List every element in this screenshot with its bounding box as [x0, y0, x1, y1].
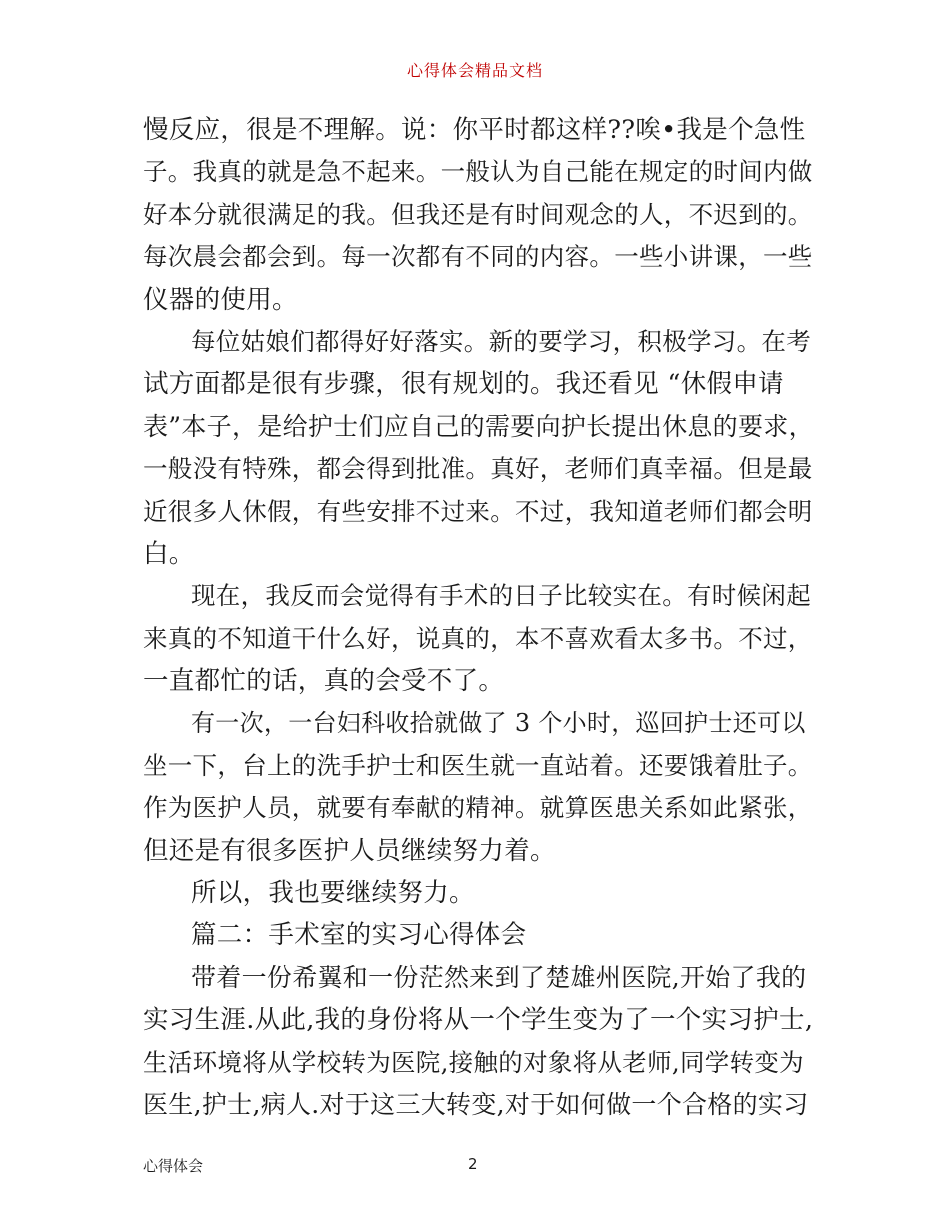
text-line: 带着一份希翼和一份茫然来到了楚雄州医院,开始了我的 — [191, 962, 807, 992]
text-line: 近很多人休假，有些安排不过来。不过，我知道老师们都会明 — [143, 496, 813, 526]
text-line: 现在，我反而会觉得有手术的日子比较实在。有时候闲起 — [191, 581, 811, 611]
text-line: 但还是有很多医护人员继续努力着。 — [143, 835, 556, 866]
text-line: 好本分就很满足的我。但我还是有时间观念的人，不迟到的。 — [143, 199, 813, 229]
section-heading: 篇二：手术室的实习心得体会 — [191, 920, 527, 951]
document-body — [143, 109, 813, 1126]
text-line: 来真的不知道干什么好，说真的，本不喜欢看太多书。不过， — [143, 623, 813, 653]
text-line: 一直都忙的话，真的会受不了。 — [143, 666, 505, 697]
text-line: 作为医护人员，就要有奉献的精神。就算医患关系如此紧张， — [143, 793, 813, 823]
text-line: 医生,护士,病人.对于这三大转变,对于如何做一个合格的实习 — [143, 1089, 809, 1119]
text-line: 每位姑娘们都得好好落实。新的要学习，积极学习。在考 — [191, 326, 811, 356]
text-line: 有一次，一台妇科收拾就做了 3 个小时，巡回护士还可以 — [191, 709, 806, 738]
text-line: 试方面都是很有步骤，很有规划的。我还看见 “休假申请 — [143, 369, 784, 400]
text-line: 仪器的使用。 — [143, 284, 298, 315]
text-line: 一般没有特殊，都会得到批准。真好，老师们真幸福。但是最 — [143, 454, 813, 484]
page-number: 2 — [468, 1155, 478, 1173]
text-line: 生活环境将从学校转为医院,接触的对象将从老师,同学转变为 — [143, 1047, 804, 1077]
text-line: 表”本子，是给护士们应自己的需要向护长提出休息的要求， — [143, 411, 814, 441]
page-header-title: 心得体会精品文档 — [406, 61, 543, 80]
text-line: 慢反应，很是不理解。说：你平时都这样??唉•我是个急性 — [143, 115, 806, 145]
text-line: 实习生涯.从此,我的身份将从一个学生变为了一个实习护士, — [143, 1005, 814, 1036]
text-line: 白。 — [143, 538, 195, 569]
text-line: 子。我真的就是急不起来。一般认为自己能在规定的时间内做 — [143, 157, 813, 187]
text-line: 所以，我也要继续努力。 — [191, 878, 475, 909]
text-line: 坐一下，台上的洗手护士和医生就一直站着。还要饿着肚子。 — [143, 750, 813, 780]
text-line: 每次晨会都会到。每一次都有不同的内容。一些小讲课，一些 — [143, 242, 813, 272]
footer-label: 心得体会 — [143, 1157, 204, 1175]
